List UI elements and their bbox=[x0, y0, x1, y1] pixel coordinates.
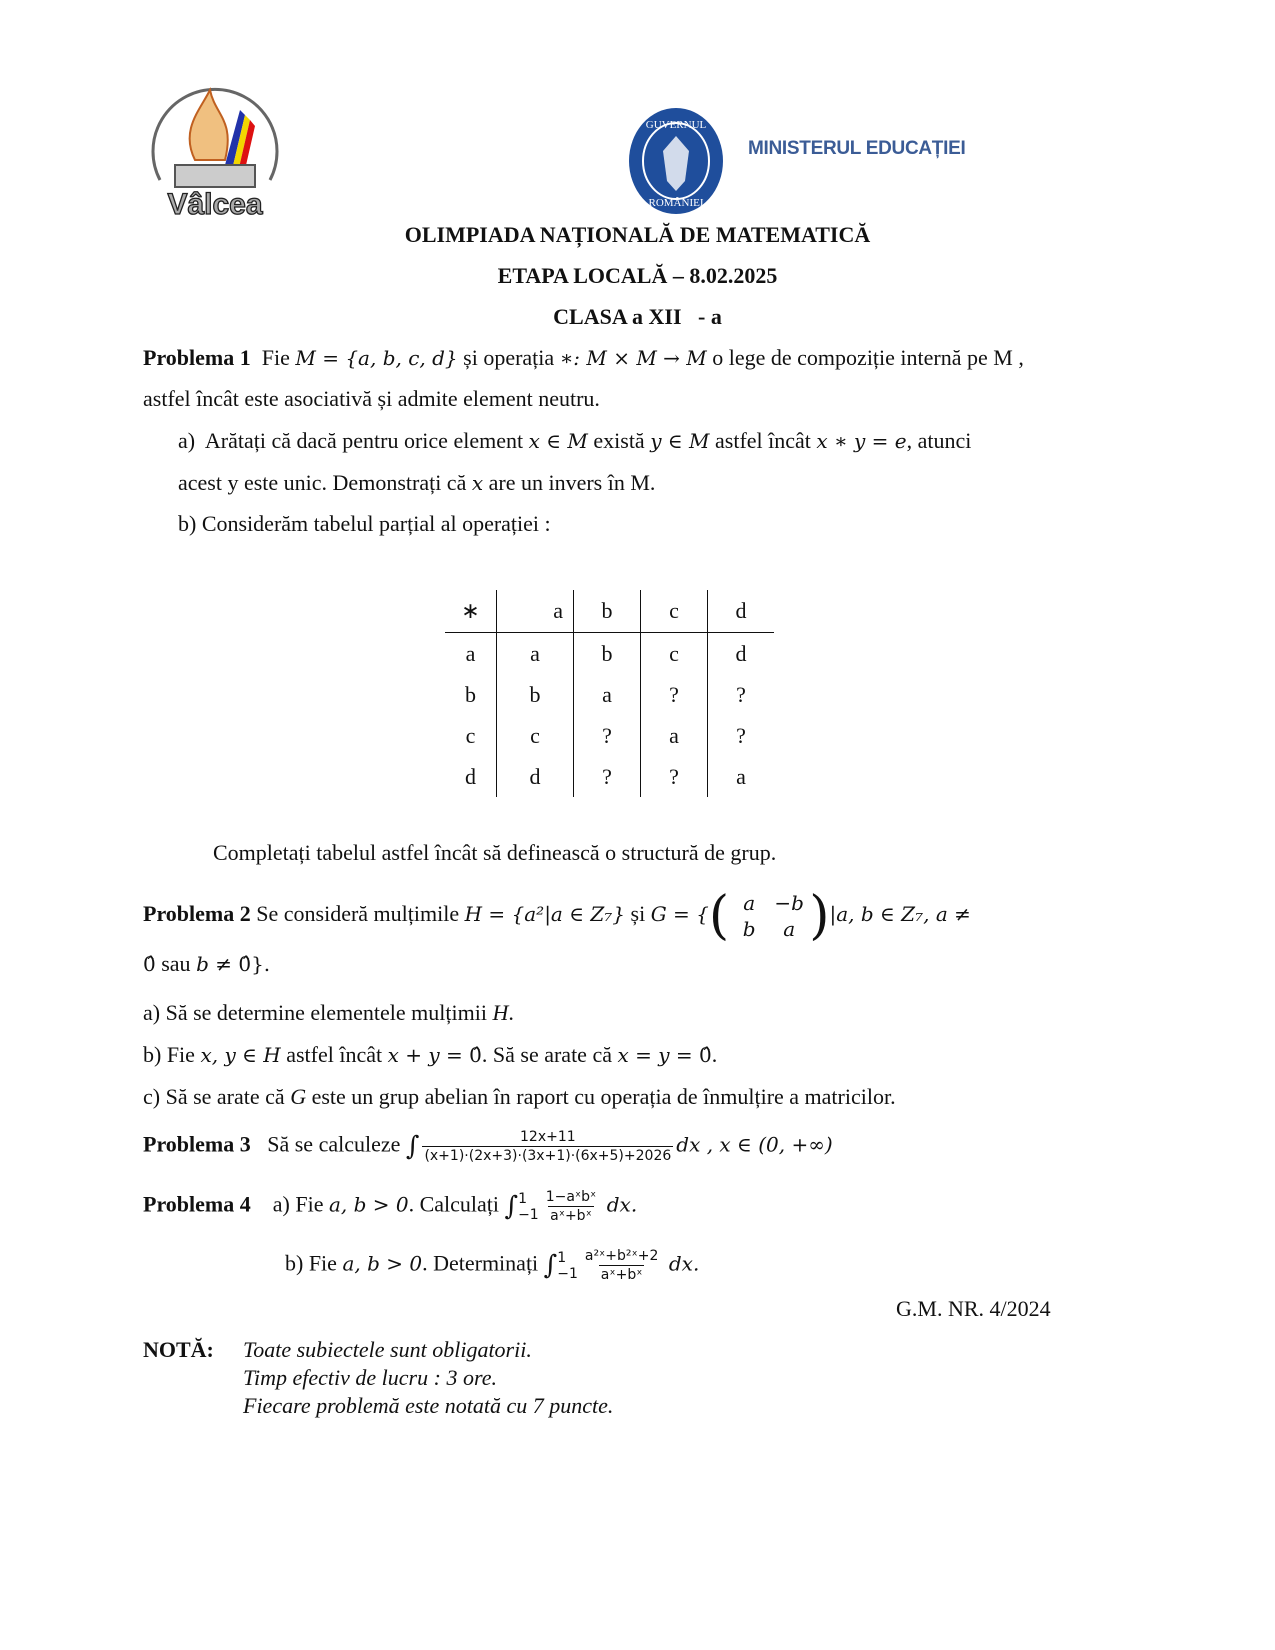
text-line bbox=[143, 385, 600, 413]
table-cell: ? bbox=[574, 756, 641, 797]
math: M = {a, b, c, d} bbox=[295, 346, 458, 370]
text: are un invers în M. bbox=[483, 470, 656, 495]
problem-2-statement bbox=[143, 886, 971, 946]
text: astfel încât este asociativă și admite element neutru. bbox=[143, 386, 600, 411]
math: 0̂ bbox=[469, 1043, 482, 1067]
text: H bbox=[492, 1000, 509, 1025]
lower-limit: −1 bbox=[557, 1265, 578, 1282]
table-cell: a bbox=[497, 633, 574, 675]
math: x bbox=[471, 471, 484, 495]
table-row bbox=[445, 756, 774, 797]
text: . bbox=[508, 1000, 514, 1025]
math: 0̂ bbox=[143, 952, 156, 976]
text: . bbox=[711, 1042, 718, 1067]
upper-limit: 1 bbox=[557, 1249, 567, 1266]
table-row bbox=[445, 715, 774, 756]
integral-sign: ∫ bbox=[543, 1250, 558, 1281]
math: dx. bbox=[606, 1192, 638, 1217]
text: a) Să se determine elementele mulțimii bbox=[143, 1000, 493, 1025]
fraction bbox=[422, 1128, 673, 1165]
matrix-cell: b bbox=[742, 917, 756, 941]
fraction bbox=[583, 1247, 661, 1284]
problem-label: Problema 3 bbox=[143, 1131, 251, 1157]
text: Se consideră mulțimile bbox=[250, 901, 465, 927]
integral-sign: ∫ bbox=[504, 1191, 519, 1222]
matrix-cell: a bbox=[783, 917, 796, 941]
numerator: a²ˣ+b²ˣ+2 bbox=[584, 1248, 659, 1264]
text: o lege de compoziție internă pe M , bbox=[706, 345, 1024, 370]
source-reference: G.M. NR. 4/2024 bbox=[896, 1296, 1051, 1321]
table-cell: d bbox=[445, 756, 497, 797]
ministry-name: MINISTERUL EDUCAȚIEI bbox=[748, 138, 966, 159]
math: a, b > 0 bbox=[328, 1192, 409, 1217]
math: x ∗ y = e bbox=[816, 429, 907, 453]
table-cell: b bbox=[574, 590, 641, 633]
text: Problema 1 bbox=[143, 345, 251, 370]
table-cell: c bbox=[641, 633, 708, 675]
denominator: aˣ+bˣ bbox=[550, 1208, 592, 1224]
title-class: CLASA a XII - a bbox=[553, 304, 722, 329]
text: . Determinați bbox=[422, 1250, 544, 1276]
text-line bbox=[213, 839, 776, 867]
integral-limits bbox=[518, 1191, 539, 1223]
note-line: Timp efectiv de lucru : 3 ore. bbox=[243, 1365, 497, 1390]
text: este un grup abelian în raport cu operația de înmulțire a matricilor. bbox=[306, 1084, 896, 1109]
table-cell: a bbox=[445, 633, 497, 675]
table-cell: ? bbox=[641, 674, 708, 715]
table-row bbox=[445, 633, 774, 675]
set-h-definition: H = {a²|a ∈ Z₇} bbox=[464, 902, 626, 927]
math: ∗: M × M → M bbox=[559, 346, 707, 370]
text: G bbox=[290, 1084, 307, 1109]
text: astfel încât bbox=[709, 428, 817, 453]
text: a) Arătați că dacă pentru orice element bbox=[178, 428, 529, 453]
table-cell: d bbox=[497, 756, 574, 797]
text: b) Considerăm tabelul parțial al operației : bbox=[178, 511, 551, 536]
operation-table bbox=[445, 590, 774, 797]
math: y ∈ M bbox=[650, 429, 710, 453]
title-olympiad: OLIMPIADA NAȚIONALĂ DE MATEMATICĂ bbox=[404, 222, 871, 247]
government-seal-logo bbox=[627, 106, 725, 222]
text: Completați tabelul astfel încât să definească o structură de grup. bbox=[213, 840, 777, 865]
text-line bbox=[143, 950, 270, 978]
math: 0̂}. bbox=[238, 952, 271, 976]
math: x + y = bbox=[387, 1043, 470, 1067]
problem-4b-statement bbox=[285, 1247, 699, 1284]
inspectorate-logo bbox=[140, 70, 290, 226]
svg-text:GUVERNUL: GUVERNUL bbox=[645, 119, 707, 131]
denominator: (x+1)·(2x+3)·(3x+1)·(6x+5)+2026 bbox=[424, 1148, 672, 1164]
text: Fie bbox=[250, 345, 296, 370]
numerator: 12x+11 bbox=[520, 1129, 576, 1145]
math: x, y ∈ H bbox=[200, 1043, 281, 1067]
title-stage: ETAPA LOCALĂ – 8.02.2025 bbox=[497, 263, 778, 288]
math: b ≠ bbox=[196, 952, 239, 976]
text: b) Fie bbox=[143, 1042, 201, 1067]
table-cell: ? bbox=[641, 756, 708, 797]
text-line bbox=[178, 510, 551, 538]
table-cell: b bbox=[574, 633, 641, 675]
table-cell: d bbox=[735, 640, 747, 666]
matrix: ( a −b b a ) bbox=[708, 886, 830, 946]
matrix-cell: a bbox=[743, 891, 756, 915]
text: Să se calculeze bbox=[250, 1131, 406, 1157]
table-cell: a bbox=[641, 715, 708, 756]
table-cell: ? bbox=[736, 722, 746, 748]
denominator: aˣ+bˣ bbox=[600, 1267, 643, 1283]
table-cell: d bbox=[708, 590, 775, 633]
fraction bbox=[544, 1188, 599, 1225]
integral-sign: ∫ bbox=[405, 1131, 420, 1162]
text-line bbox=[143, 1041, 717, 1069]
problem-label: Problema 2 bbox=[143, 901, 251, 927]
text: și operația bbox=[457, 345, 560, 370]
math: dx , x ∈ (0, +∞) bbox=[676, 1132, 833, 1157]
table-cell: c bbox=[641, 590, 708, 633]
text: și bbox=[625, 901, 651, 927]
lower-limit: −1 bbox=[518, 1206, 539, 1223]
text-line bbox=[178, 427, 971, 455]
set-g-condition: |a, b ∈ Z₇, a ≠ bbox=[829, 902, 971, 927]
text: a) Fie bbox=[250, 1191, 329, 1217]
text-line bbox=[143, 999, 514, 1027]
math: x ∈ M bbox=[528, 429, 588, 453]
table-cell: c bbox=[497, 715, 574, 756]
note-label: NOTĂ: bbox=[143, 1337, 214, 1362]
text: . Calculați bbox=[408, 1191, 505, 1217]
text: sau bbox=[155, 951, 197, 976]
numerator: 1−aˣbˣ bbox=[545, 1189, 597, 1205]
text: astfel încât bbox=[280, 1042, 388, 1067]
note-line: Toate subiectele sunt obligatorii. bbox=[243, 1337, 532, 1362]
math: dx. bbox=[668, 1251, 700, 1276]
integral-limits bbox=[557, 1250, 578, 1282]
text: există bbox=[587, 428, 651, 453]
table-cell: a bbox=[736, 763, 746, 789]
problem-4a-statement bbox=[143, 1188, 637, 1225]
math: x = y = bbox=[617, 1043, 700, 1067]
table-row bbox=[445, 674, 774, 715]
table-header-row bbox=[445, 590, 774, 633]
text: . Să se arate că bbox=[481, 1042, 618, 1067]
table-cell: c bbox=[445, 715, 497, 756]
matrix-cell: −b bbox=[774, 891, 804, 915]
note-line: Fiecare problemă este notată cu 7 puncte. bbox=[243, 1393, 614, 1418]
upper-limit: 1 bbox=[518, 1190, 527, 1207]
table-cell: a bbox=[497, 590, 574, 633]
math: a, b > 0 bbox=[342, 1251, 423, 1276]
text: acest y este unic. Demonstrați că bbox=[178, 470, 472, 495]
text: b) Fie bbox=[285, 1250, 343, 1276]
svg-text:ROMÂNIEI: ROMÂNIEI bbox=[648, 197, 704, 209]
text-line bbox=[143, 344, 1024, 372]
math: 0̂ bbox=[699, 1043, 712, 1067]
table-cell: a bbox=[574, 674, 641, 715]
table-cell: b bbox=[445, 674, 497, 715]
text: , atunci bbox=[906, 428, 972, 453]
table-cell: b bbox=[497, 674, 574, 715]
svg-text:Vâlcea: Vâlcea bbox=[167, 188, 263, 220]
text-line bbox=[143, 1083, 896, 1111]
problem-3-statement bbox=[143, 1128, 833, 1165]
text: c) Să se arate că bbox=[143, 1084, 291, 1109]
table-cell: ? bbox=[736, 681, 746, 707]
text-line bbox=[178, 469, 655, 497]
table-cell: ? bbox=[574, 715, 641, 756]
problem-label: Problema 4 bbox=[143, 1191, 251, 1217]
set-g-label: G = { bbox=[650, 902, 709, 927]
table-cell: ∗ bbox=[445, 590, 497, 633]
